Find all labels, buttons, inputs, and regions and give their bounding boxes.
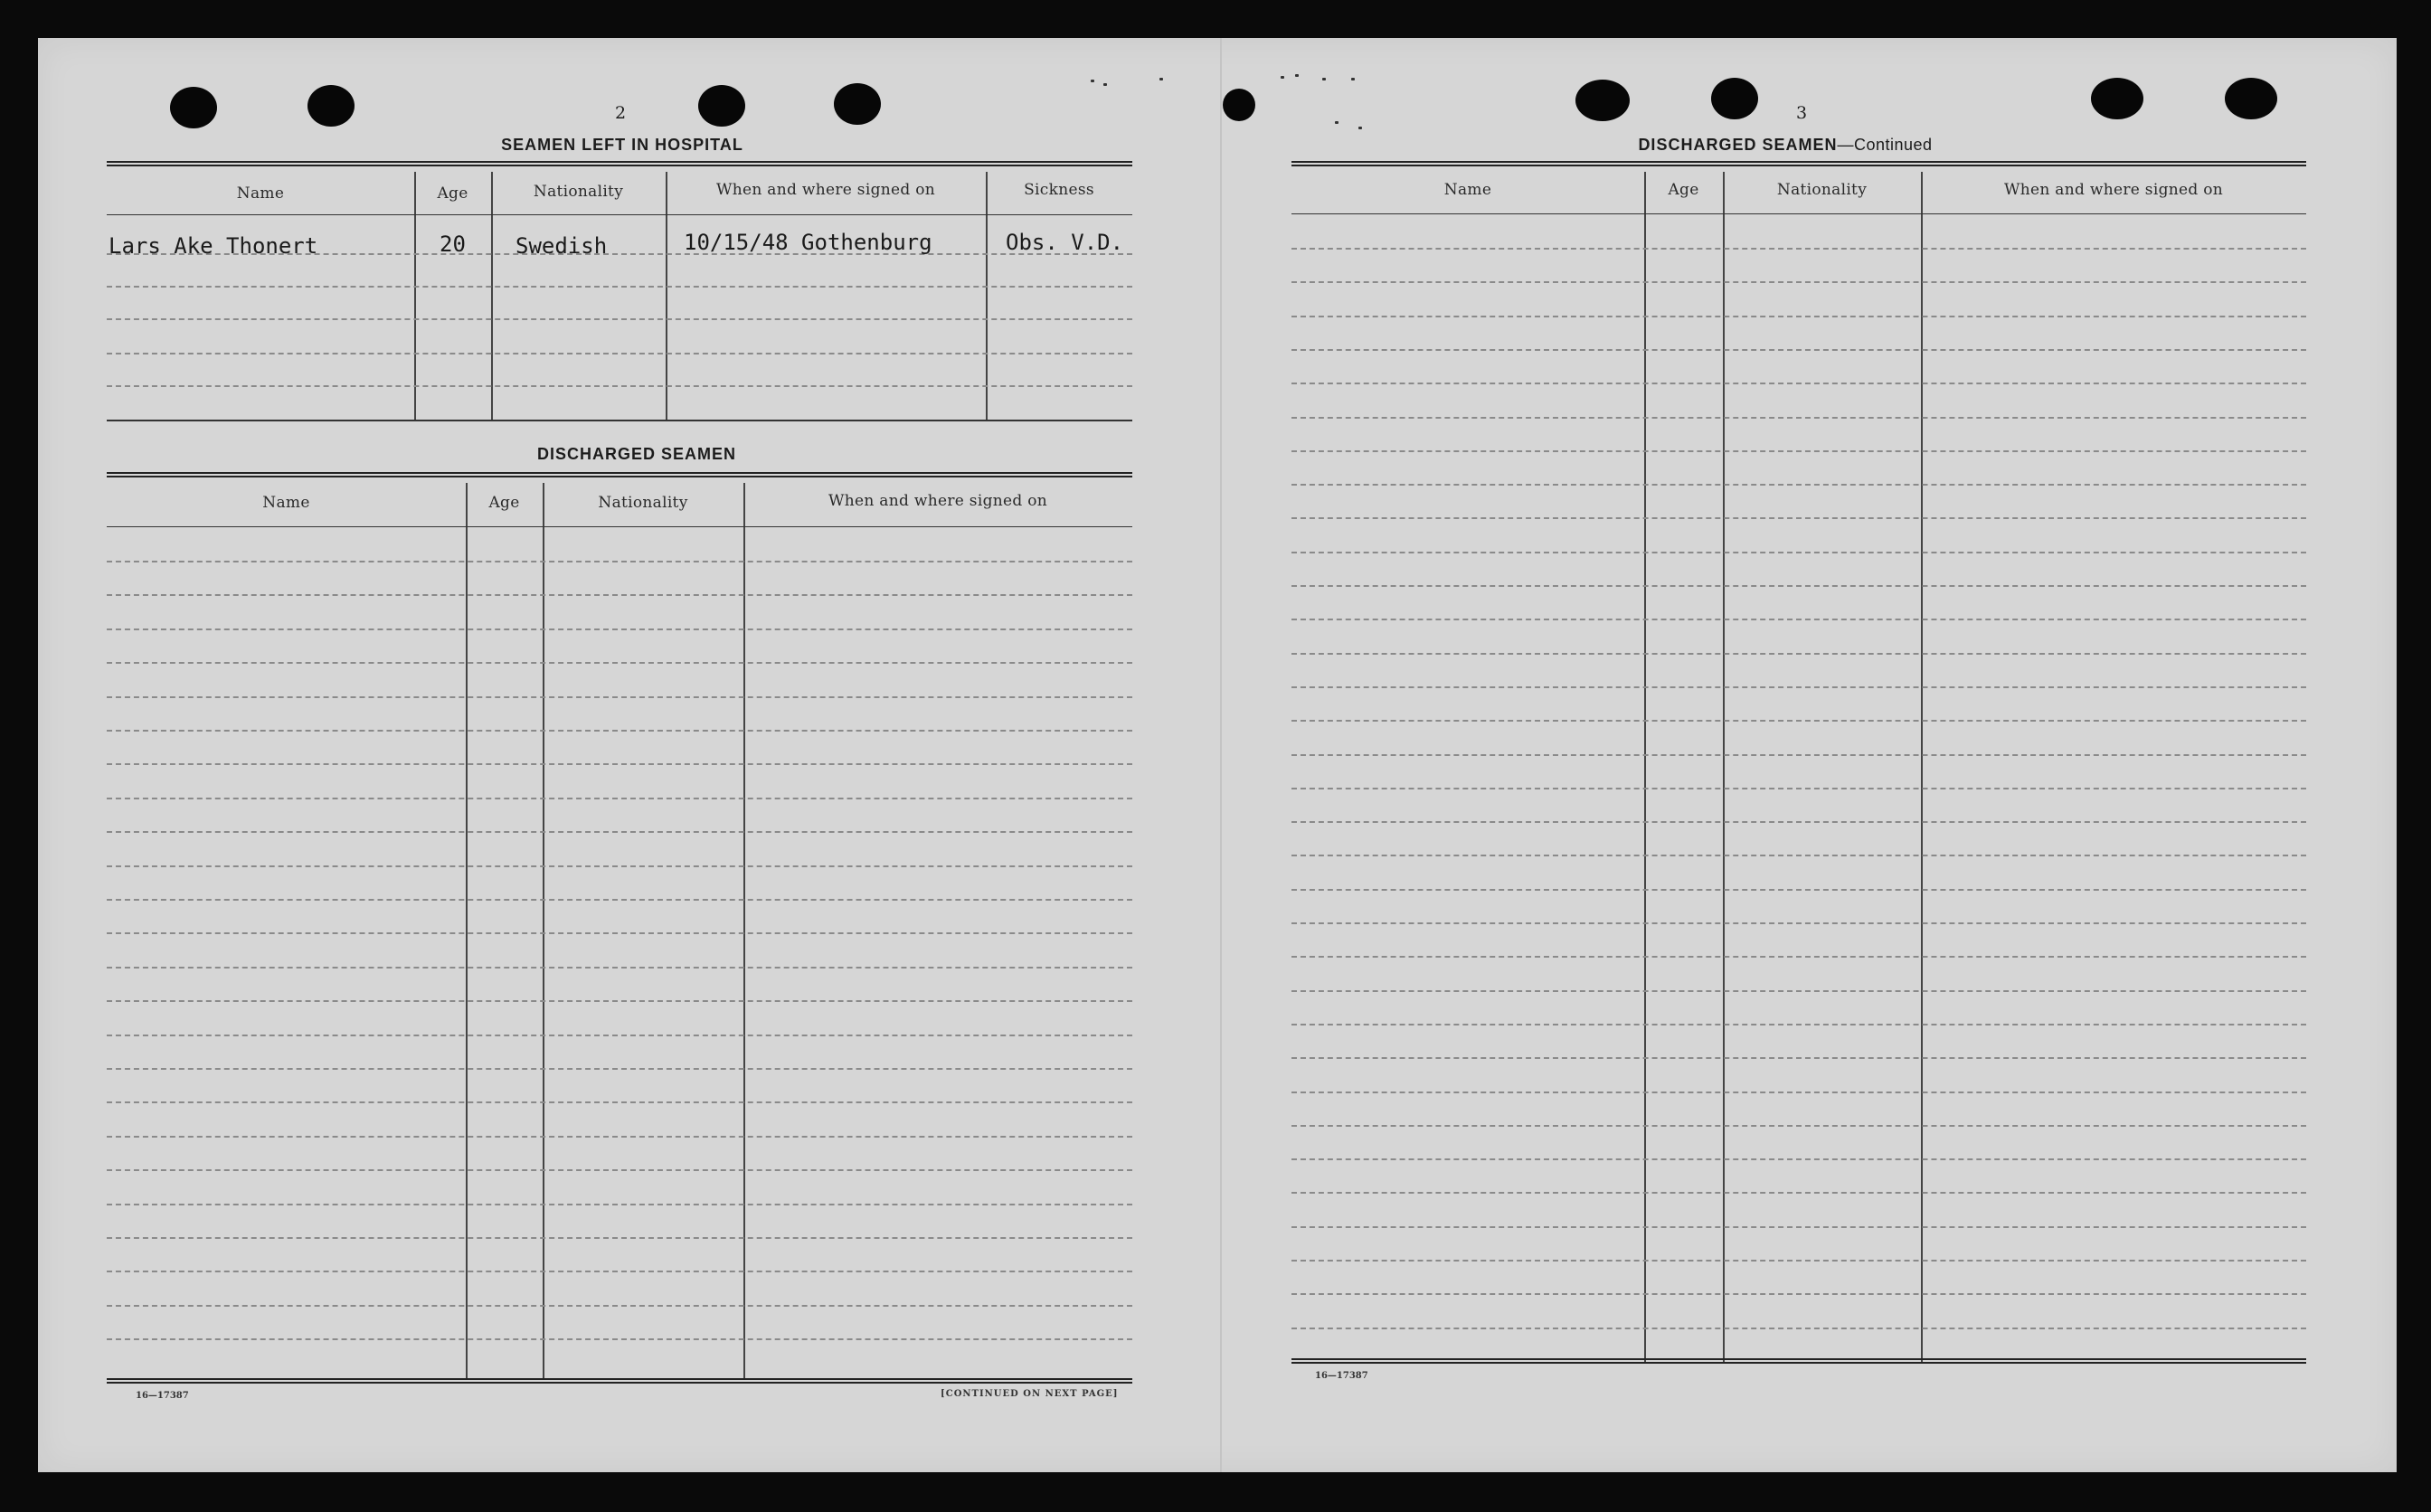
entry-line (107, 1035, 1132, 1036)
entry-line (107, 1338, 1132, 1340)
entry-line (1291, 1125, 2306, 1127)
entry-line (1291, 383, 2306, 384)
punch-hole (698, 85, 745, 127)
punch-hole (2225, 78, 2277, 119)
entry-line (1291, 1260, 2306, 1262)
column-header-nationality: Nationality (533, 183, 624, 201)
entry-line (107, 1204, 1132, 1205)
entry-line (1291, 417, 2306, 419)
table-bottom-rule (107, 1378, 1132, 1384)
entry-line (1291, 484, 2306, 486)
entry-line (1291, 1158, 2306, 1160)
column-header-signed-on: When and where signed on (2003, 181, 2224, 199)
column-header-nationality: Nationality (1776, 181, 1868, 199)
entry-line (107, 1000, 1132, 1002)
table-top-rule (1291, 161, 2306, 166)
entry-line (1291, 653, 2306, 655)
entry-line (107, 628, 1132, 630)
column-header-signed-on: When and where signed on (715, 181, 936, 199)
entry-line (1291, 1328, 2306, 1329)
punch-hole (307, 85, 355, 127)
entry-line (1291, 990, 2306, 992)
entry-line (107, 385, 1132, 387)
continued-suffix: —Continued (1837, 136, 1933, 154)
entry-line (1291, 1091, 2306, 1093)
column-header-age: Age (437, 184, 468, 203)
seaman-signed-on: 10/15/48 Gothenburg (684, 230, 932, 255)
entry-line (107, 932, 1132, 934)
entry-line (1291, 855, 2306, 856)
entry-line (107, 899, 1132, 901)
entry-line (1291, 788, 2306, 789)
column-header-signed-on: When and where signed on (828, 492, 1048, 510)
entry-line (107, 1271, 1132, 1272)
entry-line (107, 1068, 1132, 1070)
entry-line (107, 1237, 1132, 1239)
paper-speck (1103, 83, 1107, 86)
column-divider (543, 483, 544, 1380)
entry-line (1291, 450, 2306, 452)
header-rule (107, 526, 1132, 527)
entry-line (1291, 720, 2306, 722)
punch-hole (1223, 89, 1255, 121)
seaman-age: 20 (440, 232, 466, 257)
column-header-sickness: Sickness (1024, 181, 1094, 199)
entry-line (107, 318, 1132, 320)
entry-line (1291, 552, 2306, 553)
paper-speck (1322, 78, 1326, 80)
entry-line (1291, 281, 2306, 283)
table-bottom-rule (107, 420, 1132, 421)
entry-line (107, 594, 1132, 596)
header-rule (107, 214, 1132, 215)
entry-line (107, 662, 1132, 664)
paper-speck (1091, 80, 1094, 82)
paper-speck (1351, 78, 1355, 80)
continued-note: [CONTINUED ON NEXT PAGE] (941, 1389, 1119, 1399)
page-fold (1220, 38, 1222, 1472)
discharged-continued-title (1559, 136, 2011, 155)
entry-line (1291, 1226, 2306, 1228)
entry-line (1291, 517, 2306, 519)
table-top-rule (107, 161, 1132, 166)
entry-line (1291, 686, 2306, 688)
entry-line (1291, 316, 2306, 317)
entry-line (1291, 1024, 2306, 1025)
entry-line (107, 763, 1132, 765)
seaman-nationality: Swedish (516, 233, 608, 259)
form-number: 16—17387 (1315, 1371, 1368, 1381)
punch-hole (1575, 80, 1630, 121)
header-rule (1291, 213, 2306, 214)
entry-line (1291, 1192, 2306, 1194)
table-bottom-rule (1291, 1358, 2306, 1364)
page-number-left: 2 (614, 103, 627, 123)
entry-line (107, 865, 1132, 867)
column-header-name: Name (262, 494, 310, 512)
entry-line (1291, 585, 2306, 587)
entry-line (1291, 1057, 2306, 1059)
column-divider (986, 172, 988, 421)
seaman-name: Lars Ake Thonert (109, 233, 318, 259)
column-divider (743, 483, 745, 1380)
entry-line (1291, 754, 2306, 756)
punch-hole (170, 87, 217, 128)
paper-speck (1335, 121, 1338, 124)
punch-hole (1711, 78, 1758, 119)
hospital-section-title: SEAMEN LEFT IN HOSPITAL (501, 136, 743, 154)
entry-line (1291, 349, 2306, 351)
entry-line (107, 353, 1132, 354)
entry-line (107, 798, 1132, 799)
column-header-nationality: Nationality (598, 494, 688, 512)
paper-speck (1358, 127, 1362, 129)
entry-line (107, 286, 1132, 288)
paper-speck (1295, 74, 1299, 77)
entry-line (107, 730, 1132, 732)
entry-line (1291, 956, 2306, 958)
discharged-title-text: DISCHARGED SEAMEN (1638, 136, 1838, 154)
column-header-name: Name (236, 184, 285, 203)
entry-line (107, 1305, 1132, 1307)
entry-line (1291, 889, 2306, 891)
column-divider (414, 172, 416, 421)
column-header-age: Age (488, 494, 520, 512)
entry-line (107, 1101, 1132, 1103)
entry-line (1291, 922, 2306, 924)
entry-line (107, 831, 1132, 833)
seaman-sickness: Obs. V.D. (1006, 230, 1124, 255)
entry-line (107, 1136, 1132, 1138)
table-top-rule (107, 472, 1132, 477)
page-number-right: 3 (1795, 103, 1808, 123)
entry-line (107, 1169, 1132, 1171)
paper-speck (1159, 78, 1163, 80)
column-header-name: Name (1443, 181, 1492, 199)
entry-line (1291, 619, 2306, 620)
entry-line (107, 967, 1132, 969)
column-divider (491, 172, 493, 421)
punch-hole (834, 83, 881, 125)
entry-line (107, 561, 1132, 562)
paper-speck (1281, 76, 1284, 79)
entry-line (1291, 1293, 2306, 1295)
column-divider (666, 172, 667, 421)
entry-line (107, 696, 1132, 698)
punch-hole (2091, 78, 2143, 119)
discharged-section-title: DISCHARGED SEAMEN (536, 445, 737, 463)
entry-line (1291, 248, 2306, 250)
entry-line (1291, 821, 2306, 823)
column-divider (466, 483, 468, 1380)
form-number: 16—17387 (136, 1391, 189, 1401)
column-header-age: Age (1668, 181, 1699, 199)
